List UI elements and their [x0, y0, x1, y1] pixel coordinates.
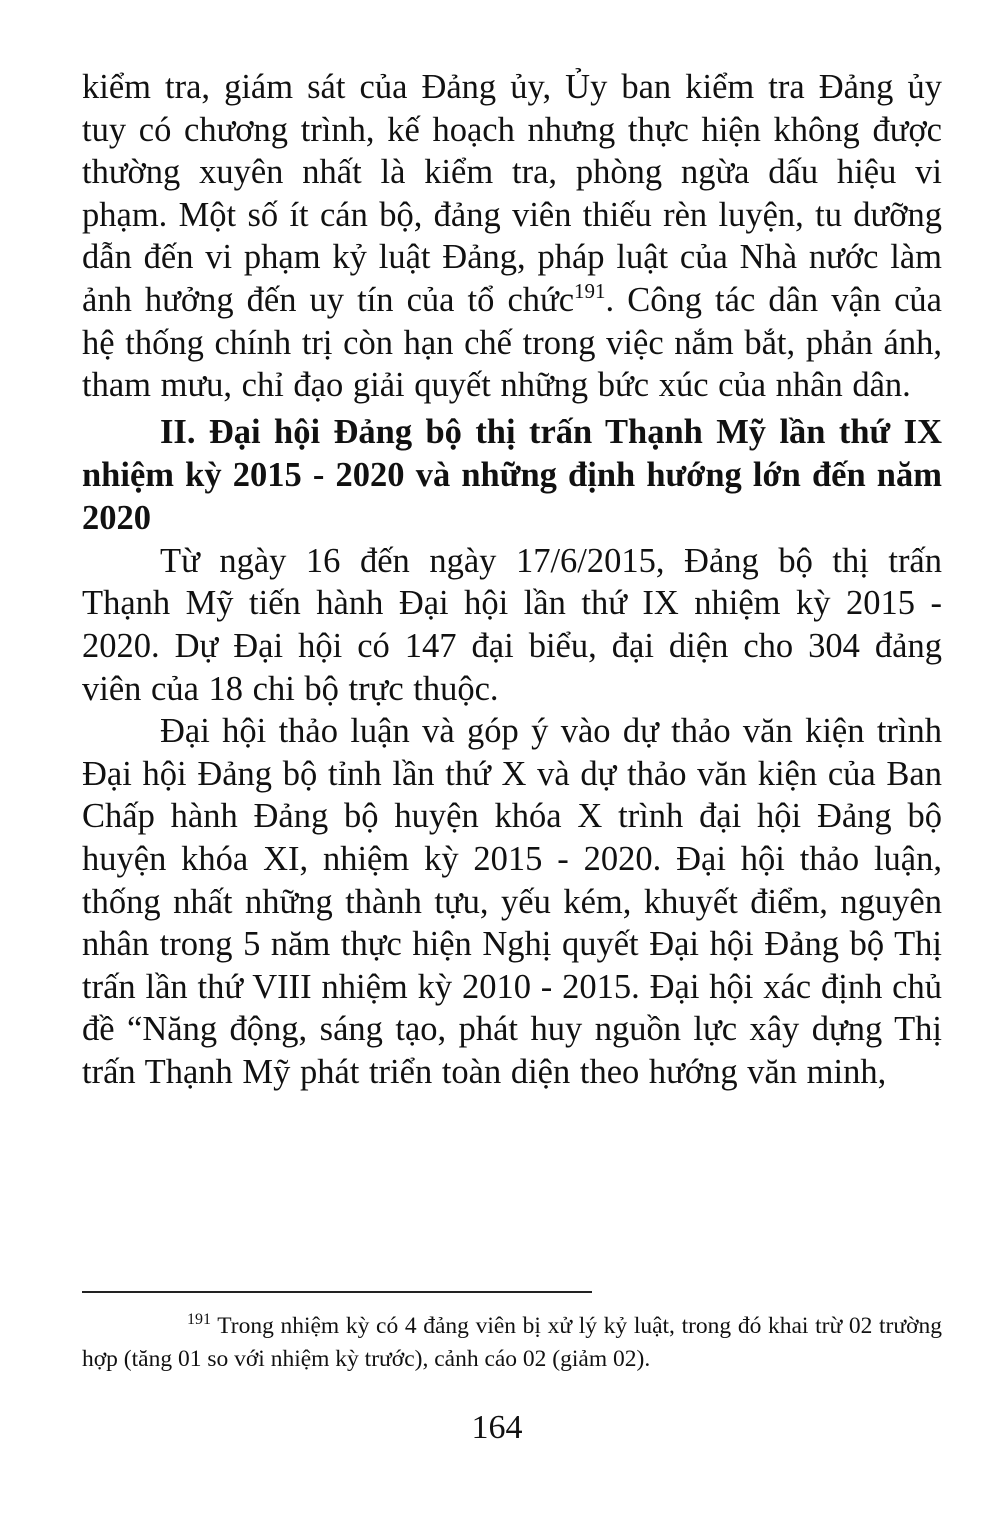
footnote — [82, 1310, 942, 1376]
paragraph-text: kiểm tra, giám sát của Đảng ủy, Ủy ban kiểm tra Đảng ủy tuy có chương trình, kế hoạch nhưng thực hiện không được thường xuyên nhất là kiểm tra, phòng ngừa dấu hiệu vi phạm. Một số ít cán bộ, đảng viên thiếu rèn luyện, tu dưỡng dẫn đến vi phạm kỷ luật Đảng, pháp luật của Nhà nước làm ảnh hưởng đến uy tín của tổ chức — [82, 68, 942, 319]
section-heading: II. Đại hội Đảng bộ thị trấn Thạnh Mỹ lần thứ IX nhiệm kỳ 2015 - 2020 và những định hướng lớn đến năm 2020 — [82, 412, 942, 537]
footnote-text: Trong nhiệm kỳ có 4 đảng viên bị xử lý kỷ luật, trong đó khai trừ 02 trường hợp (tăng 01 so với nhiệm kỳ trước), cảnh cáo 02 (giảm 02). — [82, 1313, 942, 1372]
paragraph-congress-discussion: Đại hội thảo luận và góp ý vào dự thảo văn kiện trình Đại hội Đảng bộ tỉnh lần thứ X và dự thảo văn kiện của Ban Chấp hành Đảng bộ huyện khóa X trình đại hội Đảng bộ huyện khóa XI, nhiệm kỳ 2015 - 2020. Đại hội thảo luận, thống nhất những thành tựu, yếu kém, khuyết điểm, nguyên nhân trong 5 năm thực hiện Nghị quyết Đại hội Đảng bộ Thị trấn lần thứ VIII nhiệm kỳ 2010 - 2015. Đại hội xác định chủ đề “Năng động, sáng tạo, phát huy nguồn lực xây dựng Thị trấn Thạnh Mỹ phát triển toàn diện theo hướng văn minh, — [82, 712, 942, 1091]
paragraph-text-after-reference: . Công tác dân vận của hệ thống chính trị còn hạn chế trong việc nắm bắt, phản ánh, tham mưu, chỉ đạo giải quyết những bức xúc của nhân dân. — [82, 280, 942, 405]
paragraph-congress-dates: Từ ngày 16 đến ngày 17/6/2015, Đảng bộ thị trấn Thạnh Mỹ tiến hành Đại hội lần thứ IX nhiệm kỳ 2015 - 2020. Dự Đại hội có 147 đại biểu, đại diện cho 304 đảng viên của 18 chi bộ trực thuộc. — [82, 541, 942, 708]
footnote-number: 191 — [187, 1311, 211, 1328]
paragraph-continued — [82, 66, 942, 407]
page-number: 164 — [471, 1409, 523, 1446]
footnote-separator — [82, 1291, 592, 1293]
footnote-reference[interactable]: 191 — [574, 278, 606, 303]
page-body — [82, 66, 942, 1093]
